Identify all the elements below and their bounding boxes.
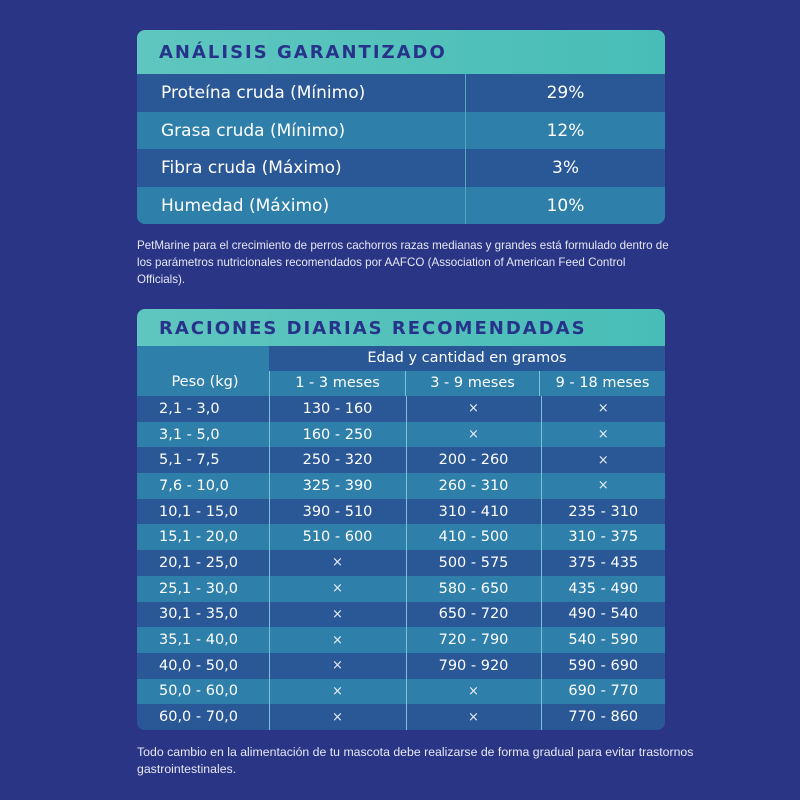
ration-grams: 310 - 375: [541, 524, 665, 550]
ration-grams: 250 - 320: [269, 447, 406, 473]
weight-range: 25,1 - 30,0: [159, 580, 239, 597]
ration-row: [137, 524, 665, 550]
aafco-note: PetMarine para el crecimiento de perros cachorros razas medianas y grandes está formulado dentro de los parámetros nutricionales recomendados por AAFCO (Association of American Feed Control Officials).: [137, 239, 669, 286]
analysis-label: Humedad (Máximo): [137, 187, 466, 225]
not-applicable-icon: ×: [269, 653, 406, 679]
rations-header: [137, 346, 665, 396]
ration-grams: 310 - 410: [406, 499, 541, 525]
rations-table: [137, 396, 665, 730]
not-applicable-icon: ×: [406, 679, 541, 705]
ration-row: [137, 473, 665, 499]
weight-range: 50,0 - 60,0: [159, 683, 239, 700]
analysis-row: [137, 187, 665, 225]
weight-range: 15,1 - 20,0: [159, 529, 239, 546]
weight-range: 2,1 - 3,0: [159, 400, 220, 417]
ration-grams: 390 - 510: [269, 499, 406, 525]
not-applicable-icon: ×: [541, 473, 665, 499]
ration-grams: 160 - 250: [269, 422, 406, 448]
not-applicable-icon: ×: [406, 704, 541, 730]
ration-row: [137, 627, 665, 653]
analysis-row: [137, 112, 665, 150]
ration-row: [137, 550, 665, 576]
ration-row: [137, 679, 665, 705]
not-applicable-icon: ×: [541, 422, 665, 448]
analysis-label: Fibra cruda (Máximo): [137, 149, 466, 187]
ration-grams: 435 - 490: [541, 576, 665, 602]
weight-range: 40,0 - 50,0: [159, 657, 239, 674]
age-group-header: Edad y cantidad en gramos: [269, 346, 665, 371]
ration-grams: 580 - 650: [406, 576, 541, 602]
weight-range: 35,1 - 40,0: [159, 632, 239, 649]
analysis-value: 10%: [546, 195, 585, 216]
analysis-value: 3%: [552, 158, 579, 178]
rations-panel: [137, 309, 665, 730]
not-applicable-icon: ×: [406, 422, 541, 448]
rations-title: RACIONES DIARIAS RECOMENDADAS: [137, 309, 665, 346]
ration-grams: 650 - 720: [406, 602, 541, 628]
analysis-title: ANÁLISIS GARANTIZADO: [137, 30, 665, 74]
analysis-value: 29%: [546, 83, 585, 103]
ration-grams: 260 - 310: [406, 473, 541, 499]
ration-grams: 130 - 160: [269, 396, 406, 422]
not-applicable-icon: ×: [541, 447, 665, 473]
ration-grams: 410 - 500: [406, 524, 541, 550]
ration-grams: 325 - 390: [269, 473, 406, 499]
ration-row: [137, 576, 665, 602]
ration-grams: 375 - 435: [541, 550, 665, 576]
ration-grams: 690 - 770: [541, 679, 665, 705]
weight-range: 60,0 - 70,0: [159, 709, 239, 726]
analysis-panel: [137, 30, 665, 224]
weight-range: 30,1 - 35,0: [159, 606, 239, 623]
not-applicable-icon: ×: [269, 704, 406, 730]
analysis-label: Proteína cruda (Mínimo): [137, 74, 466, 112]
ration-row: [137, 602, 665, 628]
ration-grams: 770 - 860: [541, 704, 665, 730]
age-column-header: 1 - 3 meses: [269, 371, 405, 396]
analysis-table: [137, 74, 665, 224]
analysis-row: [137, 74, 665, 112]
weight-range: 5,1 - 7,5: [159, 452, 220, 469]
weight-range: 20,1 - 25,0: [159, 554, 239, 571]
not-applicable-icon: ×: [269, 602, 406, 628]
ration-grams: 790 - 920: [406, 653, 541, 679]
analysis-label: Grasa cruda (Mínimo): [137, 112, 466, 150]
not-applicable-icon: ×: [269, 627, 406, 653]
weight-range: 10,1 - 15,0: [159, 503, 239, 520]
ration-grams: 200 - 260: [406, 447, 541, 473]
not-applicable-icon: ×: [269, 550, 406, 576]
ration-grams: 720 - 790: [406, 627, 541, 653]
weight-header: Peso (kg): [137, 346, 269, 396]
analysis-row: [137, 149, 665, 187]
analysis-value: 12%: [546, 120, 585, 141]
not-applicable-icon: ×: [269, 576, 406, 602]
ration-row: [137, 653, 665, 679]
weight-range: 3,1 - 5,0: [159, 426, 220, 443]
ration-row: [137, 499, 665, 525]
not-applicable-icon: ×: [269, 679, 406, 705]
transition-note: Todo cambio en la alimentación de tu mascota debe realizarse de forma gradual para evitar trastornos gastrointestinales.: [137, 745, 694, 776]
ration-row: [137, 447, 665, 473]
ration-grams: 500 - 575: [406, 550, 541, 576]
ration-row: [137, 704, 665, 730]
ration-grams: 510 - 600: [269, 524, 406, 550]
not-applicable-icon: ×: [406, 396, 541, 422]
ration-grams: 235 - 310: [541, 499, 665, 525]
not-applicable-icon: ×: [541, 396, 665, 422]
weight-range: 7,6 - 10,0: [159, 477, 229, 494]
ration-row: [137, 396, 665, 422]
ration-grams: 540 - 590: [541, 627, 665, 653]
age-column-header: 3 - 9 meses: [405, 371, 539, 396]
ration-row: [137, 422, 665, 448]
ration-grams: 490 - 540: [541, 602, 665, 628]
age-column-header: 9 - 18 meses: [539, 371, 665, 396]
ration-grams: 590 - 690: [541, 653, 665, 679]
